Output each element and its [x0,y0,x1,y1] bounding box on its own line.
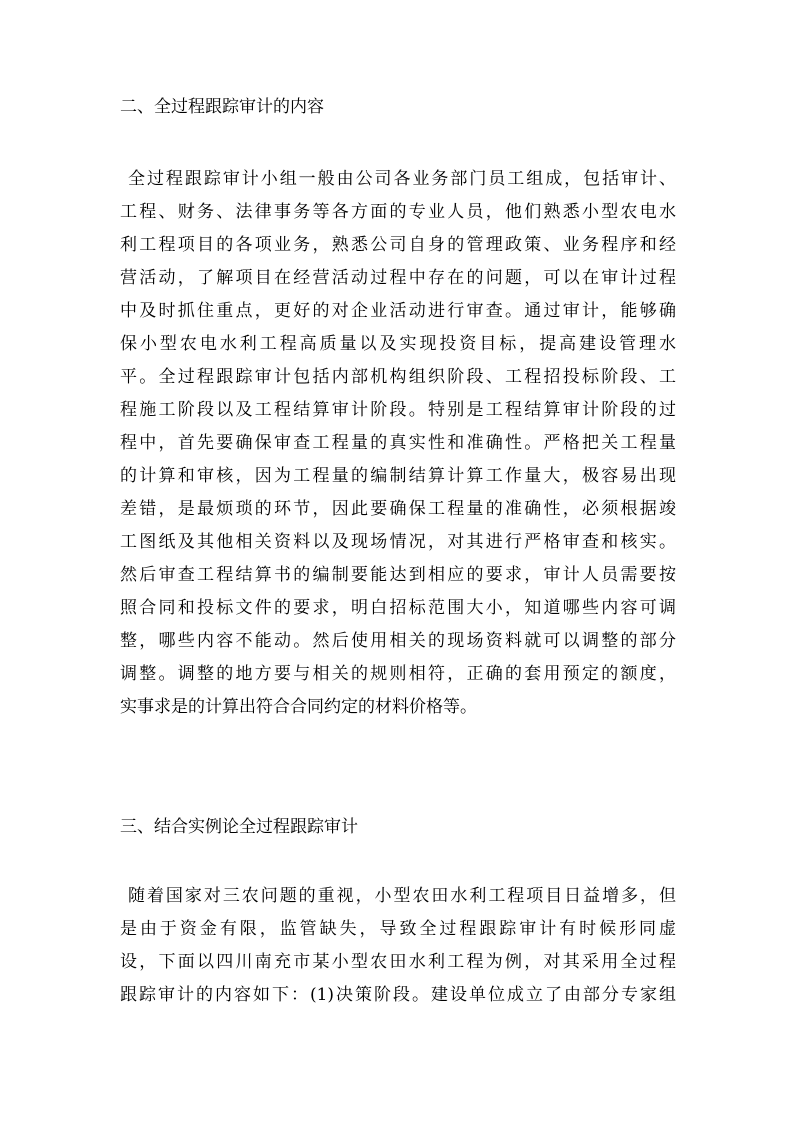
paragraph-line: 程施工阶段以及工程结算审计阶段。特别是工程结算审计阶段的过 [120,400,676,420]
paragraph-line: 随着国家对三农问题的重视，小型农田水利工程项目日益增多，但 [128,886,676,906]
paragraph-line: 程中，首先要确保审查工程量的真实性和准确性。严格把关工程量 [120,433,676,453]
paragraph-line: 平。全过程跟踪审计包括内部机构组织阶段、工程招投标阶段、工 [120,367,676,387]
paragraph-line: 调整。调整的地方要与相关的规则相符，正确的套用预定的额度， [120,664,676,684]
paragraph-line: 然后审查工程结算书的编制要能达到相应的要求，审计人员需要按 [120,565,676,585]
paragraph-line: 整，哪些内容不能动。然后使用相关的现场资料就可以调整的部分 [120,631,676,651]
paragraph-line: 实事求是的计算出符合合同约定的材料价格等。 [120,697,477,717]
paragraph-line: 设，下面以四川南充市某小型农田水利工程为例，对其采用全过程 [120,952,676,972]
section-heading: 二、全过程跟踪审计的内容 [120,97,324,117]
paragraph-line: 的计算和审核，因为工程量的编制结算计算工作量大，极容易出现 [120,466,676,486]
paragraph-line: 跟踪审计的内容如下：(1)决策阶段。建设单位成立了由部分专家组 [120,985,676,1005]
section-heading: 三、结合实例论全过程跟踪审计 [120,817,358,837]
paragraph-line: 中及时抓住重点，更好的对企业活动进行审查。通过审计，能够确 [120,301,676,321]
paragraph-line: 保小型农电水利工程高质量以及实现投资目标，提高建设管理水 [120,334,676,354]
paragraph-line: 差错，是最烦琐的环节，因此要确保工程量的准确性，必须根据竣 [120,499,676,519]
paragraph-line: 全过程跟踪审计小组一般由公司各业务部门员工组成，包括审计、 [128,169,676,189]
paragraph-line: 照合同和投标文件的要求，明白招标范围大小，知道哪些内容可调 [120,598,676,618]
paragraph-line: 利工程项目的各项业务，熟悉公司自身的管理政策、业务程序和经 [120,235,676,255]
paragraph-line: 工图纸及其他相关资料以及现场情况，对其进行严格审查和核实。 [120,532,676,552]
paragraph-line: 工程、财务、法律事务等各方面的专业人员，他们熟悉小型农电水 [120,202,676,222]
paragraph-line: 营活动，了解项目在经营活动过程中存在的问题，可以在审计过程 [120,268,676,288]
paragraph-line: 是由于资金有限，监管缺失，导致全过程跟踪审计有时候形同虚 [120,919,676,939]
